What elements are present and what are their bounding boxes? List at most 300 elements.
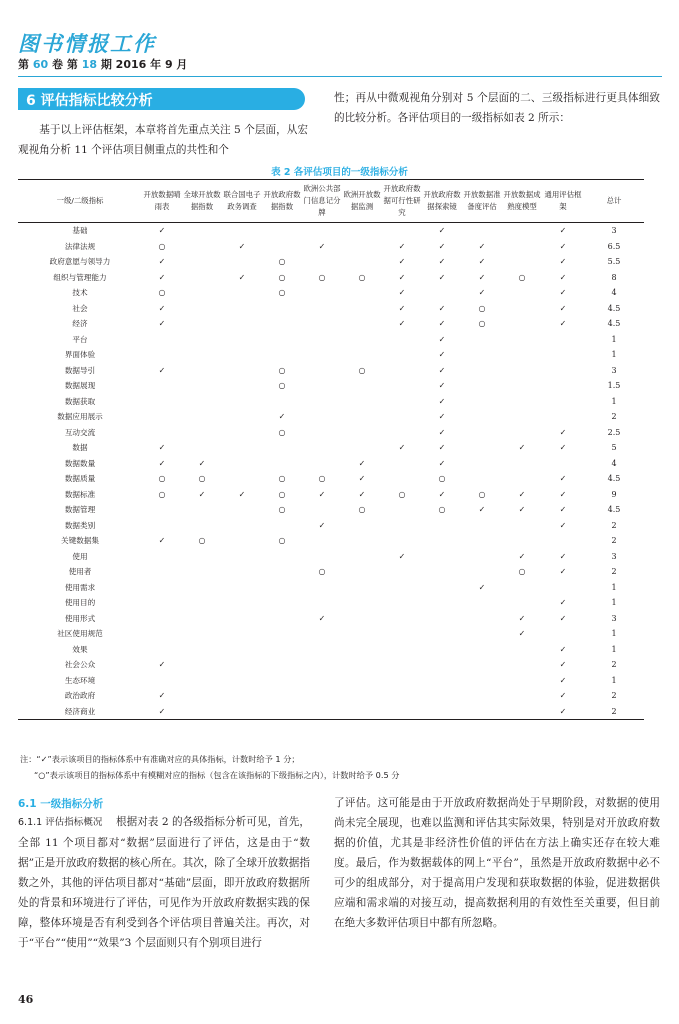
- table-row: [18, 285, 644, 301]
- row-indicator-name: 使用: [72, 551, 88, 561]
- mark-cell: [222, 409, 262, 425]
- row-indicator-name: 组织与管理能力: [53, 272, 107, 282]
- mark-cell: ✓: [559, 644, 567, 654]
- mark-cell: [342, 518, 382, 534]
- row-indicator-name: 互动交流: [64, 427, 96, 437]
- mark-cell: ○: [278, 381, 286, 390]
- mark-cell: [182, 316, 222, 332]
- mark-cell: [542, 394, 584, 410]
- mark-cell: [382, 657, 422, 673]
- subsection-title: 6.1 一级指标分析: [18, 798, 104, 810]
- mark-cell: ○: [358, 365, 366, 375]
- mark-cell: [462, 456, 502, 472]
- mark-cell: ✓: [438, 443, 446, 452]
- volume-number: 60: [32, 58, 49, 71]
- page-number: 46: [18, 993, 34, 1006]
- mark-cell: [222, 704, 262, 720]
- table-note-2: “○”表示该项目的指标体系中有模糊对应的指标（包含在该指标的下级指标之内），计数时给予 0.5 分: [34, 770, 400, 780]
- mark-cell: [142, 549, 182, 565]
- mark-cell: [302, 704, 342, 720]
- mark-cell: [262, 611, 302, 627]
- table-header-row: [18, 180, 644, 223]
- mark-cell: [182, 440, 222, 456]
- mark-cell: ○: [278, 365, 286, 375]
- mark-cell: [502, 223, 542, 239]
- row-indicator-name: 效果: [72, 644, 88, 654]
- mark-cell: ✓: [559, 288, 567, 297]
- table-row: [18, 270, 644, 286]
- issue-number: 18: [81, 58, 97, 71]
- mark-cell: ✓: [559, 660, 567, 669]
- mark-cell: [222, 595, 262, 611]
- row-indicator-name: 使用形式: [64, 613, 96, 623]
- mark-cell: ✓: [278, 412, 286, 421]
- row-total: 4.5: [607, 505, 621, 514]
- row-indicator-name: 生态环境: [64, 675, 96, 685]
- table-header-project: 开放政府数据指数: [262, 180, 302, 223]
- mark-cell: ○: [278, 505, 286, 514]
- mark-cell: [302, 378, 342, 394]
- table-row: [18, 332, 644, 348]
- mark-cell: ✓: [438, 396, 446, 406]
- mark-cell: ✓: [318, 241, 326, 251]
- mark-cell: [182, 518, 222, 534]
- mark-cell: [342, 533, 382, 549]
- row-total: 1: [611, 644, 617, 654]
- mark-cell: ✓: [238, 272, 246, 282]
- mark-cell: [422, 657, 462, 673]
- table-row: [18, 409, 644, 425]
- mark-cell: [302, 456, 342, 472]
- mark-cell: [142, 347, 182, 363]
- mark-cell: [222, 564, 262, 580]
- table-row: [18, 688, 644, 704]
- mark-cell: [342, 254, 382, 270]
- row-total: 5.5: [607, 257, 621, 266]
- mark-cell: [382, 332, 422, 348]
- mark-cell: [502, 301, 542, 317]
- mark-cell: ✓: [518, 443, 526, 452]
- mark-cell: [462, 533, 502, 549]
- mark-cell: [502, 657, 542, 673]
- mark-cell: [382, 626, 422, 642]
- mark-cell: ○: [278, 427, 286, 437]
- mark-cell: ✓: [559, 691, 567, 700]
- mark-cell: [182, 657, 222, 673]
- mark-cell: ○: [478, 319, 486, 328]
- mark-cell: [142, 425, 182, 441]
- mark-cell: [222, 456, 262, 472]
- mark-cell: [382, 502, 422, 518]
- mark-cell: [182, 409, 222, 425]
- mark-cell: ✓: [559, 226, 567, 235]
- mark-cell: [222, 657, 262, 673]
- mark-cell: ○: [158, 288, 166, 297]
- mark-cell: [382, 347, 422, 363]
- mark-cell: ✓: [198, 458, 206, 468]
- mark-cell: [342, 642, 382, 658]
- row-indicator-name: 使用需求: [64, 582, 96, 592]
- mark-cell: ✓: [318, 520, 326, 530]
- mark-cell: ○: [158, 489, 166, 499]
- mark-cell: [222, 626, 262, 642]
- mark-cell: ✓: [559, 505, 567, 514]
- mark-cell: [262, 239, 302, 255]
- row-total: 1: [611, 675, 617, 685]
- section-title: 6 评估指标比较分析: [26, 93, 153, 109]
- mark-cell: [302, 223, 342, 239]
- mark-cell: [262, 332, 302, 348]
- mark-cell: [302, 626, 342, 642]
- mark-cell: ✓: [559, 319, 567, 328]
- mark-cell: [222, 425, 262, 441]
- mark-cell: [222, 301, 262, 317]
- mark-cell: [302, 688, 342, 704]
- row-indicator-name: 数据类别: [64, 520, 96, 530]
- mark-cell: [182, 285, 222, 301]
- mark-cell: [462, 564, 502, 580]
- mark-cell: [382, 642, 422, 658]
- mark-cell: [222, 223, 262, 239]
- mark-cell: [342, 626, 382, 642]
- mark-cell: ✓: [398, 272, 406, 282]
- table-row: [18, 239, 644, 255]
- mark-cell: [422, 549, 462, 565]
- volume-mid: 卷 第: [52, 58, 78, 71]
- mark-cell: [142, 332, 182, 348]
- mark-cell: ✓: [238, 241, 246, 251]
- mark-cell: ✓: [559, 474, 567, 483]
- mark-cell: ✓: [438, 257, 446, 266]
- mark-cell: [422, 673, 462, 689]
- mark-cell: [142, 626, 182, 642]
- mark-cell: ✓: [438, 427, 446, 437]
- mark-cell: ✓: [518, 629, 526, 638]
- row-indicator-name: 社会: [72, 303, 88, 313]
- table-row: [18, 564, 644, 580]
- mark-cell: [542, 347, 584, 363]
- table-row: [18, 595, 644, 611]
- mark-cell: [222, 363, 262, 379]
- mark-cell: [342, 347, 382, 363]
- mark-cell: [382, 378, 422, 394]
- mark-cell: ○: [278, 288, 286, 297]
- table-header-project: 欧洲公共部门信息记分牌: [302, 180, 342, 223]
- table-header-project: 全球开放数据指数: [182, 180, 222, 223]
- mark-cell: [302, 332, 342, 348]
- header-rule: [18, 76, 662, 77]
- mark-cell: ✓: [318, 489, 326, 499]
- mark-cell: [182, 378, 222, 394]
- row-total: 4: [611, 458, 617, 468]
- mark-cell: ✓: [358, 458, 366, 468]
- row-indicator-name: 社区使用规范: [57, 629, 103, 638]
- mark-cell: [462, 657, 502, 673]
- mark-cell: [542, 409, 584, 425]
- issue-line: [18, 56, 187, 72]
- mark-cell: ✓: [358, 474, 366, 483]
- row-total: 2: [611, 567, 617, 576]
- mark-cell: [382, 394, 422, 410]
- mark-cell: [222, 471, 262, 487]
- row-total: 9: [611, 489, 617, 499]
- mark-cell: [422, 285, 462, 301]
- mark-cell: [502, 471, 542, 487]
- mark-cell: [302, 316, 342, 332]
- row-indicator-name: 基础: [72, 226, 88, 235]
- mark-cell: [222, 642, 262, 658]
- mark-cell: [302, 673, 342, 689]
- mark-cell: ○: [478, 303, 486, 313]
- row-indicator-name: 数据应用展示: [57, 412, 103, 421]
- mark-cell: [502, 409, 542, 425]
- mark-cell: ✓: [358, 489, 366, 499]
- row-indicator-name: 数据展现: [64, 381, 96, 390]
- mark-cell: [462, 394, 502, 410]
- mark-cell: [462, 332, 502, 348]
- mark-cell: [422, 688, 462, 704]
- row-indicator-name: 数据获取: [64, 396, 96, 406]
- mark-cell: ✓: [559, 272, 567, 282]
- mark-cell: ✓: [478, 241, 486, 251]
- row-indicator-name: 数据标准: [64, 489, 96, 499]
- mark-cell: ○: [278, 272, 286, 282]
- mark-cell: [462, 363, 502, 379]
- mark-cell: [142, 642, 182, 658]
- mark-cell: ✓: [518, 489, 526, 499]
- mark-cell: [182, 301, 222, 317]
- mark-cell: ✓: [158, 536, 166, 545]
- mark-cell: [142, 580, 182, 596]
- mark-cell: [462, 440, 502, 456]
- mark-cell: ○: [318, 272, 326, 282]
- mark-cell: [182, 394, 222, 410]
- row-total: 2: [611, 520, 617, 530]
- mark-cell: [342, 580, 382, 596]
- table-header-indicator: 一级/二级指标: [18, 180, 142, 223]
- mark-cell: [502, 394, 542, 410]
- mark-cell: [182, 595, 222, 611]
- mark-cell: ✓: [478, 505, 486, 514]
- mark-cell: ✓: [398, 303, 406, 313]
- row-total: 1.5: [607, 381, 621, 390]
- mark-cell: ✓: [158, 691, 166, 700]
- mark-cell: [462, 549, 502, 565]
- table-row: [18, 223, 644, 239]
- mark-cell: [382, 533, 422, 549]
- table-row: [18, 580, 644, 596]
- mark-cell: [462, 409, 502, 425]
- mark-cell: [302, 285, 342, 301]
- mark-cell: [262, 316, 302, 332]
- mark-cell: [462, 642, 502, 658]
- row-total: 2: [611, 536, 617, 545]
- mark-cell: [382, 518, 422, 534]
- mark-cell: ✓: [559, 551, 567, 561]
- mark-cell: [142, 409, 182, 425]
- table-header-project: 开放政府数据可行性研究: [382, 180, 422, 223]
- mark-cell: [182, 688, 222, 704]
- mark-cell: ✓: [142, 704, 182, 720]
- mark-cell: [502, 316, 542, 332]
- mark-cell: [302, 595, 342, 611]
- row-total: 3: [611, 551, 617, 561]
- mark-cell: [142, 564, 182, 580]
- row-indicator-name: 关键数据集: [61, 536, 99, 545]
- mark-cell: [262, 704, 302, 720]
- table-header-project: 开放数据晴雨表: [142, 180, 182, 223]
- mark-cell: [382, 409, 422, 425]
- mark-cell: ✓: [559, 303, 567, 313]
- table-header-project: 开放政府数据探索镜: [422, 180, 462, 223]
- row-total: 1: [611, 598, 617, 607]
- mark-cell: [422, 595, 462, 611]
- mark-cell: ✓: [438, 303, 446, 313]
- mark-cell: ✓: [518, 505, 526, 514]
- mark-cell: [262, 549, 302, 565]
- mark-cell: [462, 425, 502, 441]
- mark-cell: [182, 425, 222, 441]
- mark-cell: [502, 285, 542, 301]
- mark-cell: [302, 363, 342, 379]
- mark-cell: [262, 347, 302, 363]
- mark-cell: [342, 239, 382, 255]
- table-header-project: 欧洲开放数据监测: [342, 180, 382, 223]
- mark-cell: [182, 549, 222, 565]
- mark-cell: [382, 611, 422, 627]
- table-row: [18, 657, 644, 673]
- mark-cell: ○: [478, 489, 486, 499]
- mark-cell: [222, 533, 262, 549]
- row-total: 5: [611, 443, 617, 452]
- mark-cell: [262, 626, 302, 642]
- mark-cell: ○: [358, 505, 366, 514]
- mark-cell: [142, 673, 182, 689]
- row-total: 2.5: [607, 427, 621, 437]
- mark-cell: [302, 409, 342, 425]
- mark-cell: [422, 564, 462, 580]
- mark-cell: [222, 502, 262, 518]
- mark-cell: [422, 518, 462, 534]
- row-total: 4.5: [607, 303, 621, 313]
- mark-cell: [342, 440, 382, 456]
- mark-cell: [462, 471, 502, 487]
- mark-cell: [262, 564, 302, 580]
- mark-cell: [342, 549, 382, 565]
- mark-cell: [382, 704, 422, 720]
- table-row: [18, 347, 644, 363]
- mark-cell: [382, 363, 422, 379]
- mark-cell: ✓: [559, 257, 567, 266]
- row-total: 3: [611, 226, 617, 235]
- mark-cell: [142, 394, 182, 410]
- table-header-project: 通用评估框架: [542, 180, 584, 223]
- mark-cell: ✓: [478, 582, 486, 592]
- mark-cell: ✓: [398, 551, 406, 561]
- table-row: [18, 440, 644, 456]
- row-indicator-name: 政府意愿与领导力: [49, 257, 111, 266]
- row-indicator-name: 数据管理: [64, 505, 96, 514]
- table-row: [18, 363, 644, 379]
- mark-cell: [382, 456, 422, 472]
- mark-cell: [142, 378, 182, 394]
- mark-cell: [222, 378, 262, 394]
- mark-cell: [502, 378, 542, 394]
- mark-cell: [502, 363, 542, 379]
- mark-cell: [182, 580, 222, 596]
- mark-cell: [182, 502, 222, 518]
- mark-cell: ○: [438, 474, 446, 483]
- mark-cell: [382, 471, 422, 487]
- mark-cell: [542, 332, 584, 348]
- row-indicator-name: 数据: [72, 443, 88, 452]
- mark-cell: ✓: [559, 567, 567, 576]
- mark-cell: [182, 363, 222, 379]
- table-header-project: 开放数据准备度评估: [462, 180, 502, 223]
- row-indicator-name: 界面体验: [64, 350, 96, 359]
- mark-cell: [462, 518, 502, 534]
- mark-cell: ○: [518, 272, 526, 282]
- table-row: [18, 301, 644, 317]
- mark-cell: ○: [198, 536, 206, 545]
- table-row: [18, 456, 644, 472]
- mark-cell: [382, 688, 422, 704]
- mark-cell: [182, 611, 222, 627]
- row-indicator-name: 经济商业: [18, 704, 142, 720]
- mark-cell: ✓: [158, 272, 166, 282]
- mark-cell: [262, 688, 302, 704]
- mark-cell: ✓: [559, 241, 567, 251]
- mark-cell: ✓: [438, 241, 446, 251]
- mark-cell: [262, 394, 302, 410]
- mark-cell: [462, 347, 502, 363]
- row-indicator-name: 平台: [72, 334, 88, 344]
- row-total: 3: [611, 365, 617, 375]
- mark-cell: [502, 673, 542, 689]
- mark-cell: [302, 657, 342, 673]
- table-row: [18, 626, 644, 642]
- mark-cell: ✓: [438, 226, 446, 235]
- mark-cell: [182, 332, 222, 348]
- issue-prefix: 第: [18, 58, 29, 71]
- mark-cell: [262, 595, 302, 611]
- row-indicator-name: 数据导引: [64, 365, 96, 375]
- mark-cell: ✓: [398, 443, 406, 452]
- row-total: 1: [611, 350, 617, 359]
- mark-cell: [302, 440, 342, 456]
- mark-cell: [502, 254, 542, 270]
- mark-cell: ✓: [438, 489, 446, 499]
- row-total: 1: [611, 334, 617, 344]
- mark-cell: ✓: [518, 613, 526, 623]
- table-row: [18, 394, 644, 410]
- mark-cell: [262, 657, 302, 673]
- mark-cell: [422, 642, 462, 658]
- row-indicator-name: 经济: [72, 319, 88, 328]
- mark-cell: ✓: [478, 257, 486, 266]
- mark-cell: [342, 595, 382, 611]
- mark-cell: [342, 285, 382, 301]
- row-indicator-name: 技术: [72, 288, 88, 297]
- issue-suffix: 期 2016 年 9 月: [100, 58, 188, 71]
- mark-cell: [222, 549, 262, 565]
- mark-cell: [182, 223, 222, 239]
- mark-cell: [382, 564, 422, 580]
- mark-cell: ✓: [158, 257, 166, 266]
- mark-cell: [222, 688, 262, 704]
- mark-cell: [542, 363, 584, 379]
- subsubsection-label: 6.1.1 评估指标概况: [18, 817, 103, 828]
